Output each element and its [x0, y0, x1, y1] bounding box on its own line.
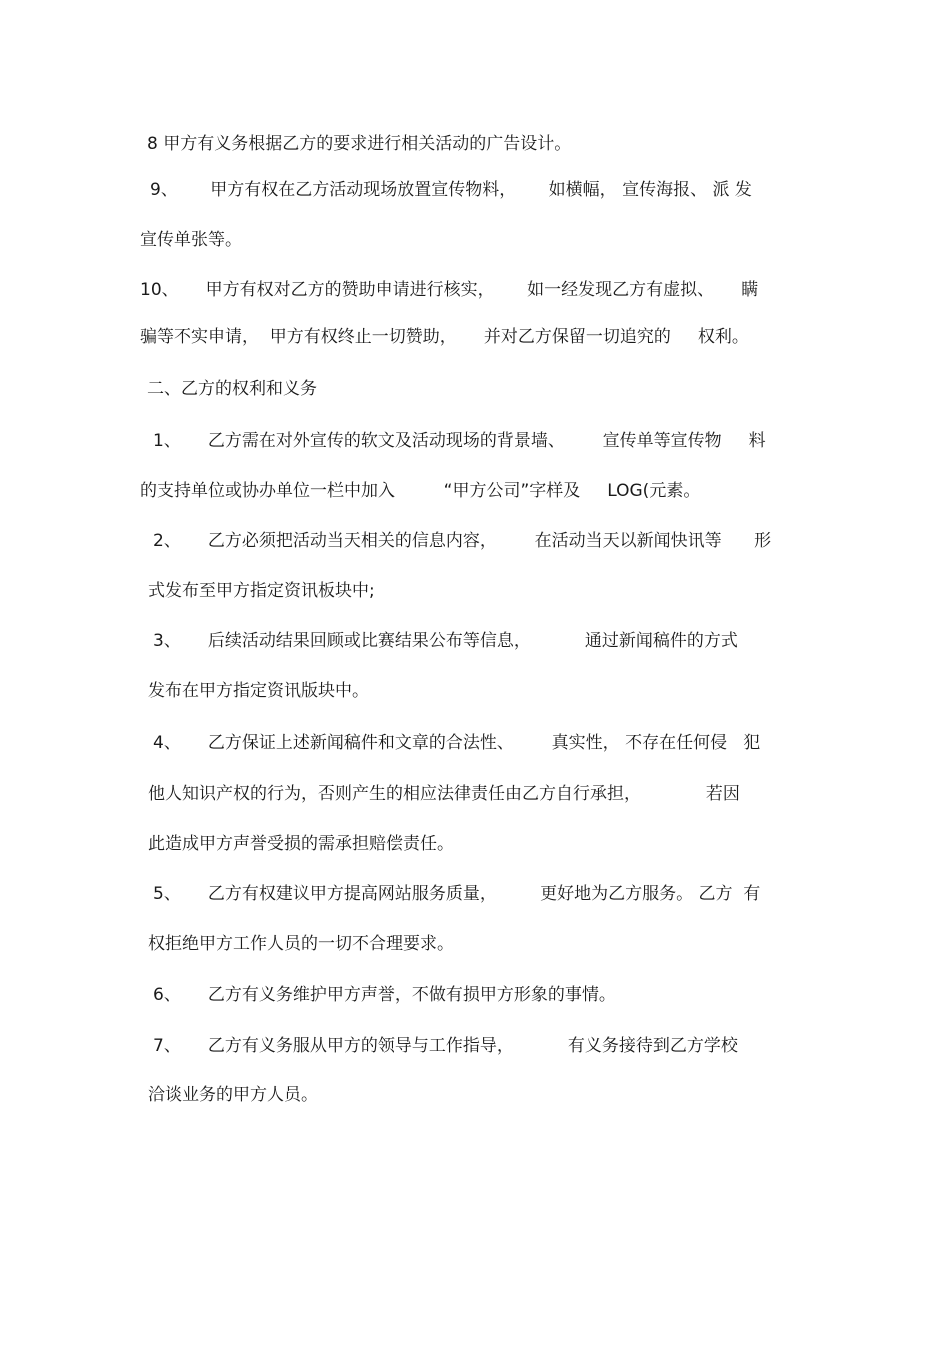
clause-b4-line-2: 他人知识产权的行为，否则产生的相应法律责任由乙方自行承担， 若因	[148, 784, 740, 804]
clause-b2-line-2: 式发布至甲方指定资讯板块中;	[148, 581, 375, 601]
clause-b4-line-3: 此造成甲方声誉受损的需承担赔偿责任。	[148, 834, 454, 854]
clause-b4-line-1: 4、 乙方保证上述新闻稿件和文章的合法性、 真实性， 不存在任何侵 犯	[153, 733, 761, 753]
clause-b3-line-2: 发布在甲方指定资讯版块中。	[148, 681, 369, 701]
clause-9-line-1: 9、 甲方有权在乙方活动现场放置宣传物料， 如横幅， 宣传海报、 派 发	[150, 180, 752, 200]
clause-b7-line-2: 洽谈业务的甲方人员。	[148, 1085, 318, 1105]
clause-b5-line-2: 权拒绝甲方工作人员的一切不合理要求。	[148, 934, 454, 954]
clause-b1-line-2: 的支持单位或协办单位一栏中加入 “甲方公司”字样及 LOG(元素。	[140, 481, 701, 501]
clause-b2-line-1: 2、 乙方必须把活动当天相关的信息内容， 在活动当天以新闻快讯等 形	[153, 531, 772, 551]
section-heading: 二、乙方的权利和义务	[147, 379, 317, 399]
clause-b5-line-1: 5、 乙方有权建议甲方提高网站服务质量， 更好地为乙方服务。 乙方 有	[153, 884, 761, 904]
clause-10-line-1: 10、 甲方有权对乙方的赞助申请进行核实， 如一经发现乙方有虚拟、 瞒	[140, 280, 759, 300]
clause-b7-line-1: 7、 乙方有义务服从甲方的领导与工作指导， 有义务接待到乙方学校	[153, 1036, 738, 1056]
clause-b3-line-1: 3、 后续活动结果回顾或比赛结果公布等信息， 通过新闻稿件的方式	[153, 631, 738, 651]
clause-10-line-2: 骗等不实申请， 甲方有权终止一切赞助， 并对乙方保留一切追究的 权利。	[140, 327, 749, 347]
clause-9-line-2: 宣传单张等。	[140, 230, 242, 250]
clause-b6-line-1: 6、 乙方有义务维护甲方声誉，不做有损甲方形象的事情。	[153, 985, 616, 1005]
clause-b1-line-1: 1、 乙方需在对外宣传的软文及活动现场的背景墙、 宣传单等宣传物 料	[153, 431, 766, 451]
clause-8-line-1: 8 甲方有义务根据乙方的要求进行相关活动的广告设计。	[147, 134, 572, 154]
